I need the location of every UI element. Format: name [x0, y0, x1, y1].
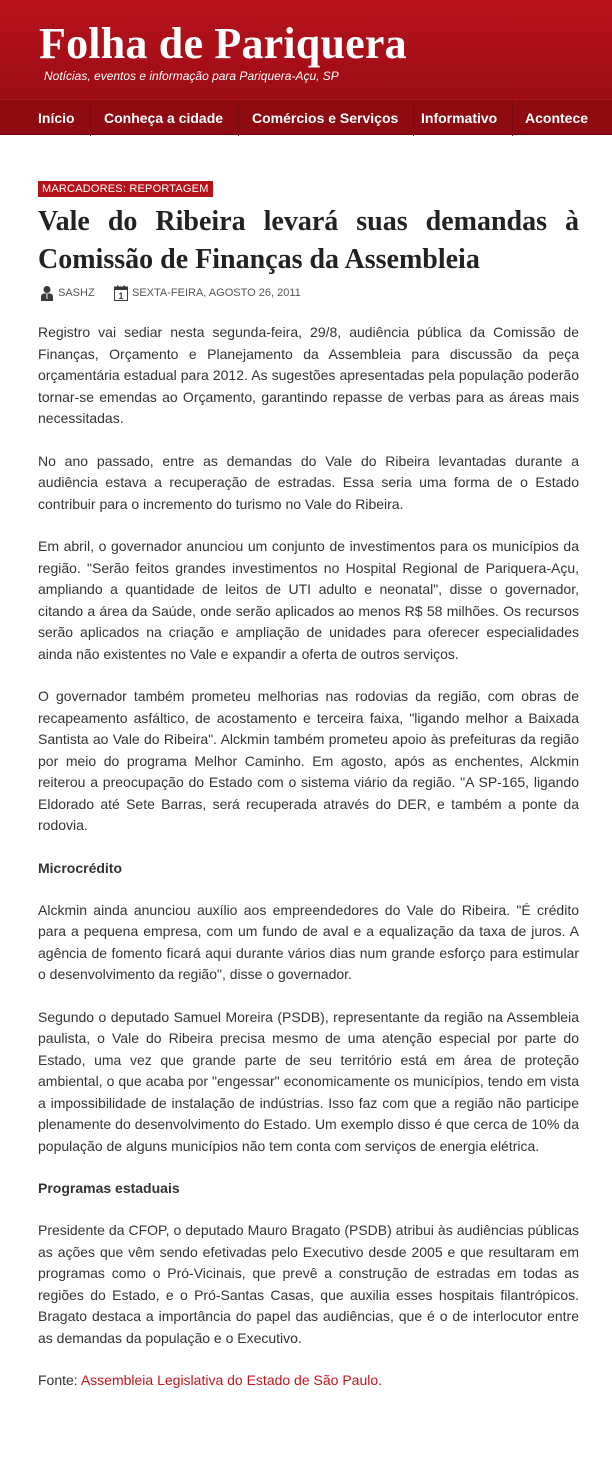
- nav-item-comercios-e-servicos[interactable]: Comércios e Serviços: [252, 100, 414, 136]
- site-header: [0, 0, 612, 99]
- calendar-icon: [114, 285, 128, 301]
- paragraph: Registro vai sediar nesta segunda-feira, 29/8, audiência pública da Comissão de Finanças, Orçamento e Planejamento da Assembleia para discussão da peça orçamentária estadual para 2012. As sugestões apresentadas pela população poderão tornar-se emendas ao Orçamento, garantindo repasse de verbas para as áreas mais necessitadas.: [38, 324, 579, 426]
- nav-item-conheca-a-cidade[interactable]: Conheça a cidade: [104, 100, 239, 136]
- main-nav: [0, 99, 612, 135]
- site-tagline: Notícias, eventos e informação para Pariquera-Açu, SP: [44, 69, 339, 83]
- post-meta: [38, 285, 579, 301]
- post-body: [38, 322, 579, 1391]
- nav-item-inicio[interactable]: Início: [38, 100, 91, 136]
- calendar-day-number: 1: [118, 291, 124, 301]
- paragraph: Presidente da CFOP, o deputado Mauro Bragato (PSDB) atribui às audiências públicas as ações que vêm sendo efetivadas pelo Executivo desde 2005 e que resultaram em programas como o Pró-Vicinais, que prevê a construção de estradas em todas as regiões do Estado, e o Pró-Santas Casas, que auxilia esses hospitais filantrópicos. Bragato destaca a importância do papel das audiências, que é o de interlocutor entre as demandas da população e o Executivo.: [38, 1222, 579, 1346]
- post-title[interactable]: Vale do Ribeira levará suas demandas à Comissão de Finanças da Assembleia: [38, 206, 579, 275]
- section-heading-microcredito: Microcrédito: [38, 859, 123, 876]
- source-line: [38, 1370, 579, 1391]
- paragraph: Em abril, o governador anunciou um conjunto de investimentos para os municípios da região. "Serão feitos grandes investimentos no Hospital Regional de Pariquera-Açu, ampliando a quantidade de leitos de UTI adulto e neonatal", disse o governador, citando a área da Saúde, onde serão aplicados ao menos R$ 58 milhões. Os recursos serão aplicados na criação e ampliação de unidades para oferecer especialidades ainda não existentes no Vale e expandir a oferta de outros serviços.: [38, 538, 579, 662]
- site-title[interactable]: Folha de Pariquera: [39, 19, 407, 68]
- post: [38, 179, 579, 1391]
- paragraph: O governador também prometeu melhorias nas rodovias da região, com obras de recapeamento asfáltico, de acostamento e terceira faixa, "ligando melhor a Baixada Santista ao Vale do Ribeira". Alckmin também prometeu apoio às prefeituras da região por meio do programa Melhor Caminho. Em agosto, após as enchentes, Alckmin reiterou a preocupação do Estado com o sistema viário da região. "A SP-165, ligando Eldorado até Sete Barras, será recuperada através do DER, e também a ponte da rodovia.: [38, 688, 579, 833]
- paragraph: Segundo o deputado Samuel Moreira (PSDB), representante da região na Assembleia paulista, o Vale do Ribeira precisa mesmo de uma atenção especial por parte do Estado, uma vez que grande parte de seu território está em área de proteção ambiental, o que acaba por "engessar" economicamente os municípios, tendo em vista a impossibilidade de instalação de indústrias. Isso faz com que a região não participe plenamente do desenvolvimento do Estado. Um exemplo disso é que cerca de 10% da população de alguns municípios não tem conta com serviços de energia elétrica.: [38, 1008, 579, 1154]
- paragraph: Alckmin ainda anunciou auxílio aos empreendedores do Vale do Ribeira. "É crédito para a pequena empresa, com um fundo de aval e a equalização da taxa de juros. A agência de fomento ficará aqui durante vários dias num grande esforço para estimular o desenvolvimento da região", disse o governador.: [38, 901, 579, 982]
- nav-item-acontece[interactable]: Acontece: [525, 110, 589, 126]
- post-author[interactable]: SASHZ: [58, 287, 95, 299]
- paragraph: No ano passado, entre as demandas do Vale do Ribeira levantadas durante a audiência estava a recuperação de estradas. Essa seria uma forma de o Estado contribuir para o incremento do turismo no Vale do Ribeira.: [38, 452, 579, 512]
- source-link[interactable]: Assembleia Legislativa do Estado de São Paulo: [80, 1372, 379, 1388]
- source-prefix: Fonte:: [38, 1372, 78, 1388]
- source-suffix: .: [378, 1372, 383, 1388]
- user-icon: [40, 285, 54, 301]
- label-tag[interactable]: MARCADORES: REPORTAGEM: [38, 181, 213, 197]
- section-heading-programas-estaduais: Programas estaduais: [38, 1180, 180, 1196]
- post-date: SEXTA-FEIRA, AGOSTO 26, 2011: [132, 287, 301, 299]
- nav-item-informativo[interactable]: Informativo: [421, 100, 513, 136]
